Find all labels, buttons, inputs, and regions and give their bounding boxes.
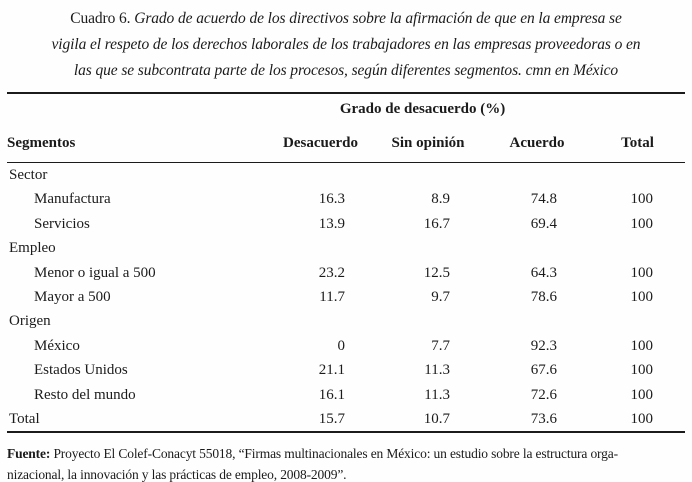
row-label: Servicios — [34, 215, 90, 232]
cell-acuerdo: 73.6 — [530, 411, 558, 428]
source-label: Fuente: — [7, 446, 51, 462]
cell-acuerdo — [484, 309, 590, 333]
table-row-mayor-500 — [7, 285, 685, 309]
cell-desacuerdo — [255, 236, 372, 260]
table-caption — [0, 0, 692, 84]
span-header-row — [7, 93, 685, 124]
row-label: México — [34, 337, 80, 354]
cell-total: 100 — [630, 215, 654, 232]
cell-desacuerdo: 21.1 — [318, 362, 345, 379]
row-label: Resto del mundo — [34, 386, 136, 403]
caption-line-1 — [0, 6, 692, 32]
table-row-group-empleo — [7, 236, 685, 260]
cell-sin-opinion: 10.7 — [423, 411, 450, 428]
cell-sin-opinion — [372, 236, 484, 260]
table-row-estados-unidos — [7, 358, 685, 382]
cell-total: 100 — [630, 337, 654, 354]
cell-sin-opinion: 11.3 — [424, 386, 450, 403]
row-label: Mayor a 500 — [34, 289, 111, 306]
cell-total: 100 — [630, 191, 654, 208]
cell-acuerdo: 67.6 — [530, 362, 558, 379]
table-row-manufactura — [7, 187, 685, 211]
caption-text-1: Grado de acuerdo de los directivos sobre la afirmación de que en la empresa se — [134, 10, 622, 27]
table-row-total — [7, 407, 685, 432]
cell-total: 100 — [630, 362, 654, 379]
cell-acuerdo — [484, 236, 590, 260]
row-label: Manufactura — [34, 191, 111, 208]
cell-sin-opinion: 11.3 — [424, 362, 450, 379]
span-header-spacer-right — [590, 93, 685, 124]
cell-acuerdo: 69.4 — [530, 215, 558, 232]
cell-sin-opinion: 16.7 — [423, 215, 450, 232]
cell-desacuerdo: 11.7 — [319, 289, 345, 306]
cell-acuerdo: 78.6 — [530, 289, 558, 306]
cell-desacuerdo: 16.1 — [318, 386, 345, 403]
column-header-acuerdo: Acuerdo — [484, 124, 590, 163]
cell-total: 100 — [630, 289, 654, 306]
cell-acuerdo: 74.8 — [530, 191, 558, 208]
cell-sin-opinion: 8.9 — [431, 191, 450, 208]
cell-sin-opinion: 7.7 — [431, 337, 450, 354]
cell-sin-opinion: 9.7 — [431, 289, 450, 306]
cell-acuerdo: 72.6 — [530, 386, 558, 403]
cell-total — [590, 309, 685, 333]
cell-total — [590, 236, 685, 260]
source-note — [7, 444, 685, 482]
table-row-group-origen — [7, 309, 685, 333]
row-label: Estados Unidos — [34, 362, 128, 379]
column-header-row — [7, 124, 685, 163]
table-row-mexico — [7, 334, 685, 358]
row-label: Origen — [9, 313, 51, 330]
table-row-servicios — [7, 212, 685, 236]
cell-desacuerdo: 13.9 — [318, 215, 345, 232]
cell-desacuerdo: 16.3 — [318, 191, 345, 208]
cell-total: 100 — [630, 264, 654, 281]
caption-label: Cuadro 6. — [70, 10, 131, 27]
span-header-spacer-left — [7, 93, 255, 124]
table-row-menor-igual-500 — [7, 261, 685, 285]
cell-acuerdo: 64.3 — [530, 264, 558, 281]
cell-desacuerdo — [255, 163, 372, 188]
cell-desacuerdo: 23.2 — [318, 264, 345, 281]
cell-total: 100 — [630, 411, 654, 428]
caption-line-2: vigila el respeto de los derechos laborales de los trabajadores en las empresas proveedoras o en — [51, 36, 641, 53]
row-label: Menor o igual a 500 — [34, 264, 156, 281]
column-header-sin-opinion: Sin opinión — [372, 124, 484, 163]
column-header-total: Total — [590, 124, 685, 163]
table-row-group-sector — [7, 163, 685, 188]
data-table — [7, 92, 685, 433]
cell-acuerdo — [484, 163, 590, 188]
table-row-resto-del-mundo — [7, 383, 685, 407]
cell-desacuerdo — [255, 309, 372, 333]
cell-sin-opinion — [372, 309, 484, 333]
column-header-segmentos: Segmentos — [7, 124, 255, 163]
source-line-1 — [7, 444, 685, 465]
source-line-2: nizacional, la innovación y las prácticas de empleo, 2008-2009”. — [7, 466, 347, 482]
cell-desacuerdo: 15.7 — [318, 411, 345, 428]
cell-desacuerdo: 0 — [337, 337, 345, 354]
row-label: Total — [9, 411, 40, 428]
cell-total — [590, 163, 685, 188]
source-text-1: Proyecto El Colef-Conacyt 55018, “Firmas multinacionales en México: un estudio sobre la estructura orga- — [53, 446, 618, 462]
cell-sin-opinion: 12.5 — [423, 264, 450, 281]
cell-sin-opinion — [372, 163, 484, 188]
column-header-desacuerdo: Desacuerdo — [255, 124, 372, 163]
row-label: Empleo — [9, 240, 56, 257]
cell-acuerdo: 92.3 — [530, 337, 558, 354]
caption-line-3: las que se subcontrata parte de los procesos, según diferentes segmentos. cmn en México — [73, 62, 619, 79]
span-header: Grado de desacuerdo (%) — [339, 100, 506, 117]
cell-total: 100 — [630, 386, 654, 403]
row-label: Sector — [9, 167, 48, 183]
